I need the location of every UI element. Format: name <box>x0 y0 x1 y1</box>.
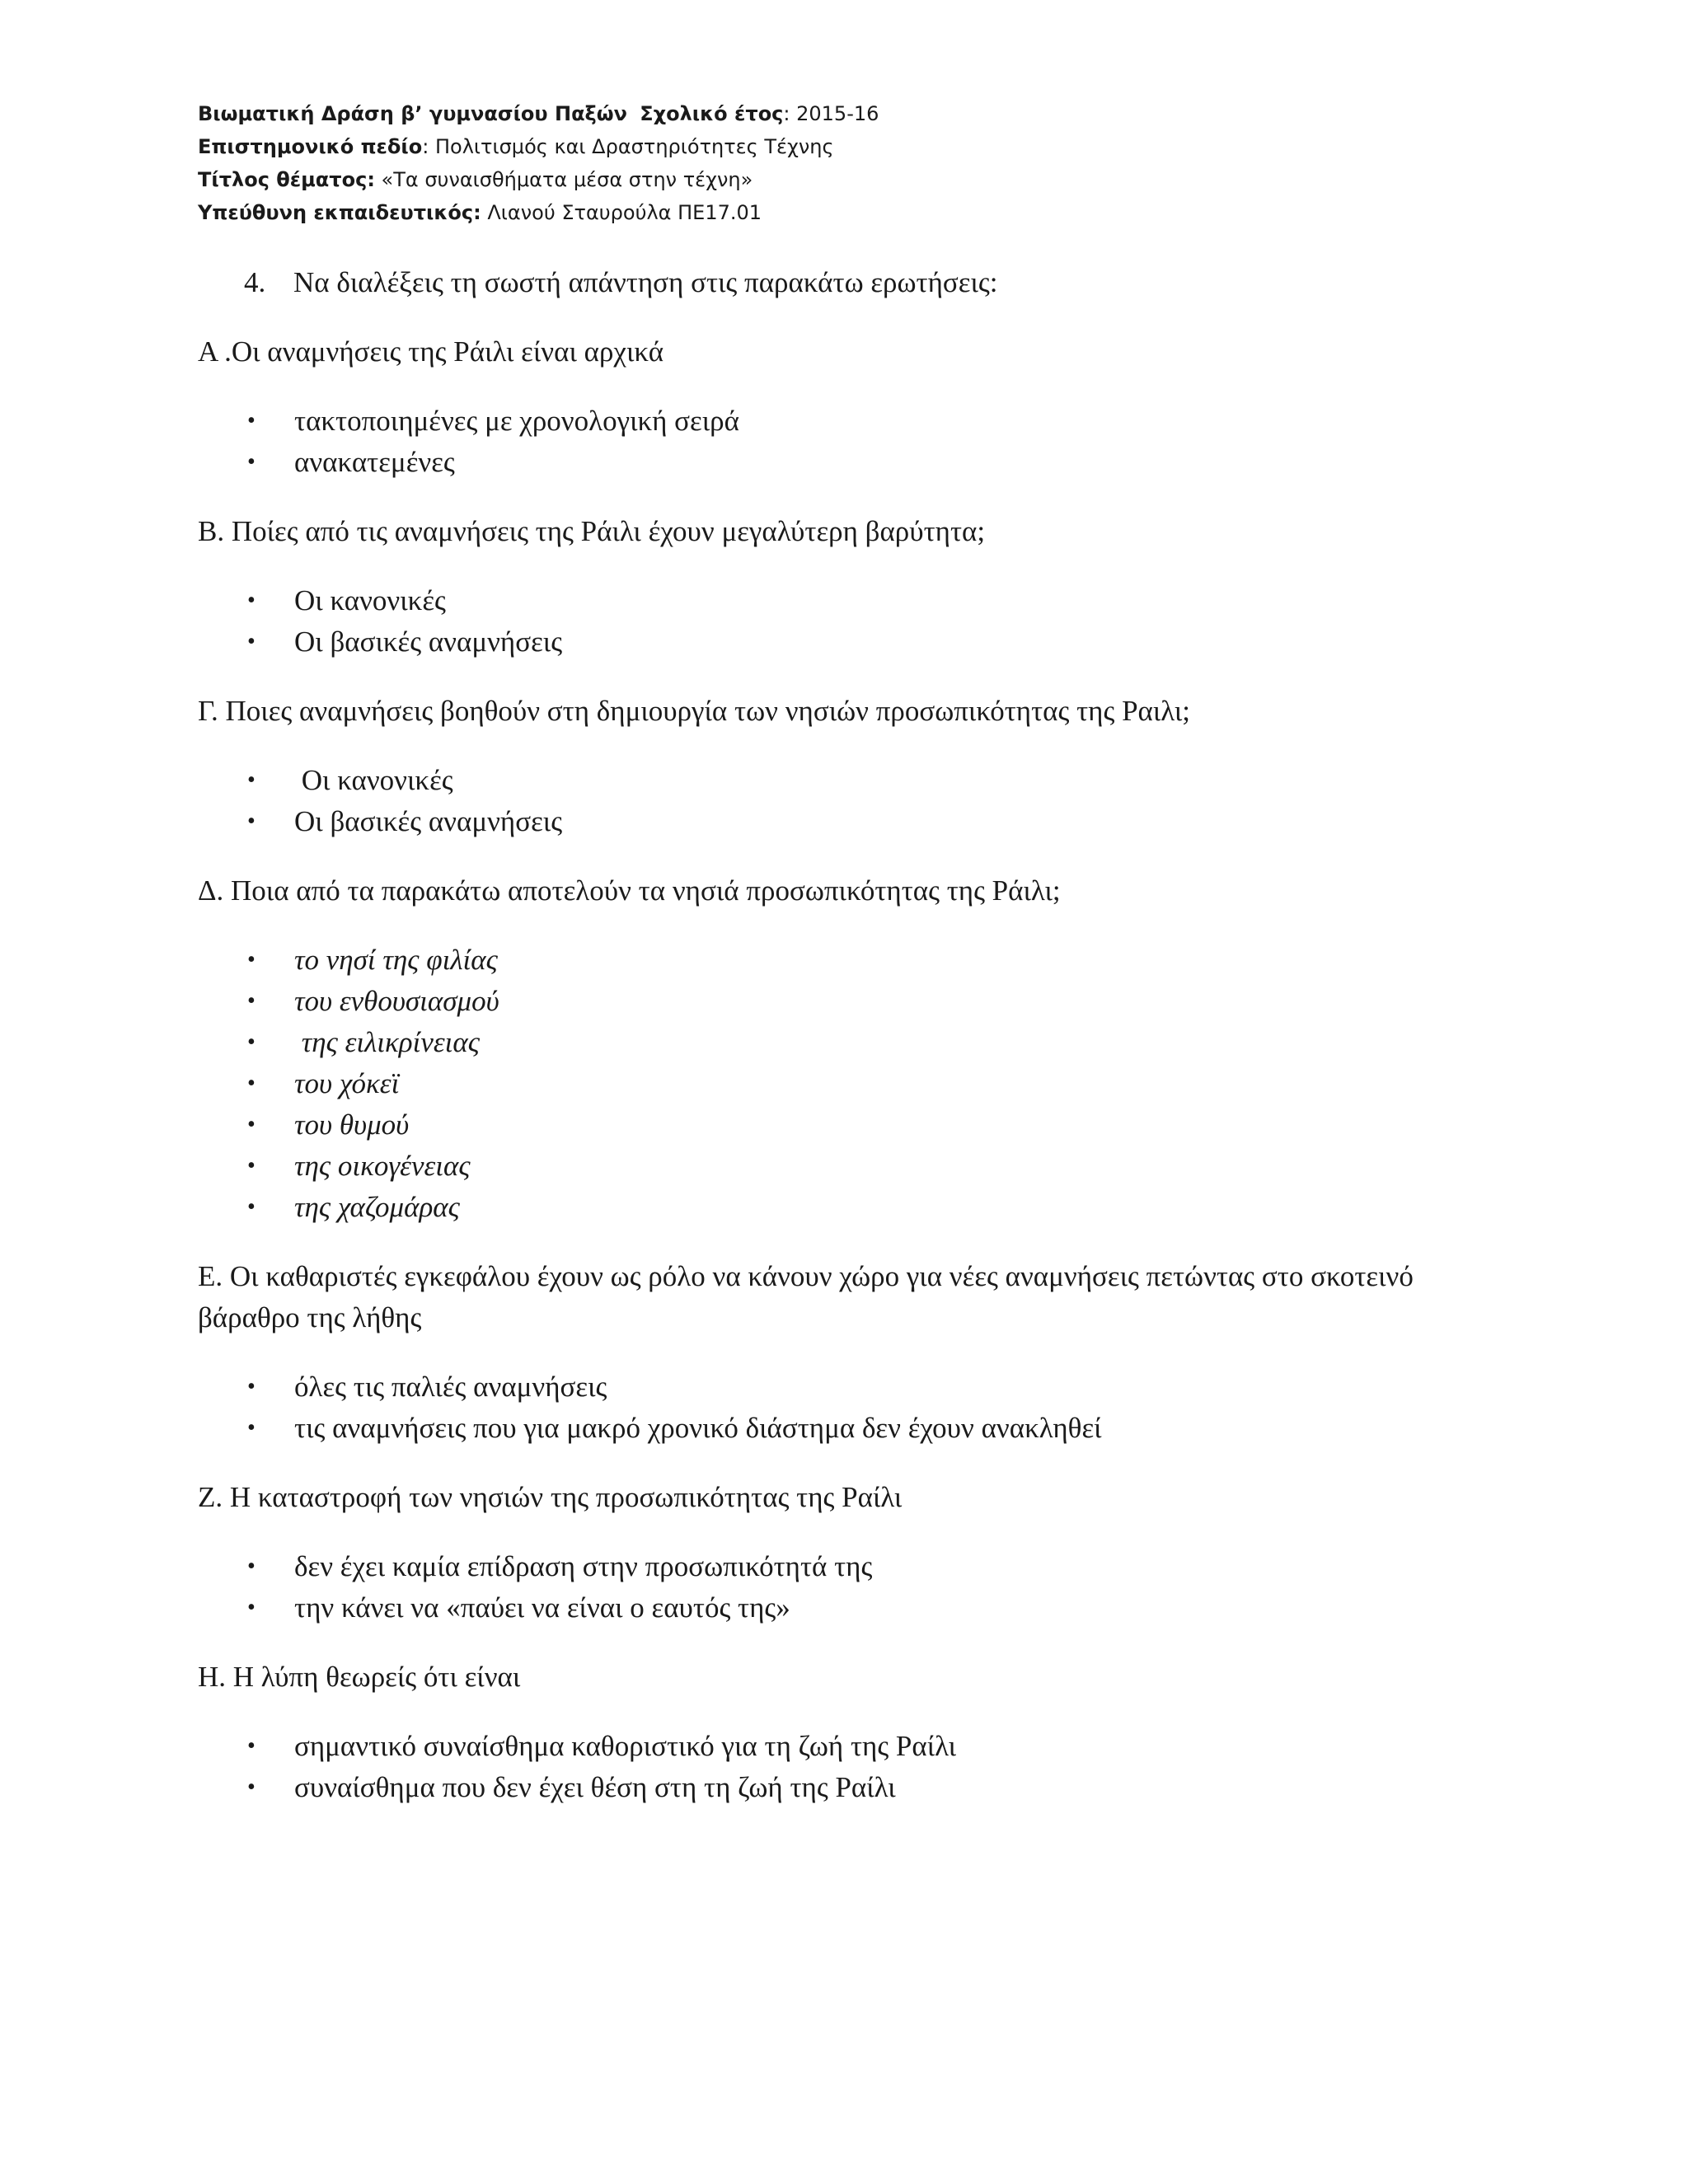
option-item <box>198 1146 1517 1187</box>
bullet-icon: • <box>247 1374 256 1399</box>
option-text: το νησί της φιλίας <box>294 944 498 976</box>
option-text: δεν έχει καμία επίδραση στην προσωπικότητά της <box>294 1550 873 1582</box>
question-g: Η. Η λύπη θεωρείς ότι είναι <box>198 1661 521 1693</box>
header-line-3 <box>198 163 879 196</box>
bullet-icon: • <box>247 588 256 613</box>
header-label: Επιστημονικό πεδίο <box>198 135 423 158</box>
option-item <box>198 1408 1517 1449</box>
option-text: σημαντικό συναίσθημα καθοριστικό για τη ζωή της Ραίλι <box>294 1730 957 1762</box>
option-text: Οι κανονικές <box>294 584 446 616</box>
option-item <box>198 1104 1517 1146</box>
header-label: Υπεύθυνη εκπαιδευτικός: <box>198 201 481 224</box>
option-item <box>198 1063 1517 1104</box>
option-item <box>198 1022 1517 1063</box>
option-item <box>198 801 1517 842</box>
bullet-icon: • <box>247 1595 256 1620</box>
option-text: Οι βασικές αναμνήσεις <box>294 626 563 658</box>
question-a: Α .Οι αναμνήσεις της Ράιλι είναι αρχικά <box>198 335 664 368</box>
question-f: Ζ. Η καταστροφή των νησιών της προσωπικότητας της Ραίλι <box>198 1481 903 1513</box>
document-header <box>198 97 879 229</box>
option-text: του χόκεϊ <box>294 1067 400 1099</box>
bullet-icon: • <box>247 629 256 654</box>
bullet-icon: • <box>247 408 256 434</box>
bullet-icon: • <box>247 947 256 972</box>
bullet-icon: • <box>247 1415 256 1441</box>
option-item <box>198 1366 1517 1408</box>
instruction-text: Να διαλέξεις τη σωστή απάντηση στις παρακάτω ερωτήσεις: <box>293 266 998 298</box>
option-item <box>198 940 1517 981</box>
header-label: Σχολικό έτος <box>640 102 784 125</box>
option-text: συναίσθημα που δεν έχει θέση στη τη ζωή της Ραίλι <box>294 1771 896 1803</box>
option-item <box>198 442 1517 483</box>
option-item <box>198 1187 1517 1228</box>
option-item <box>198 1726 1517 1767</box>
option-text: Οι βασικές αναμνήσεις <box>294 805 563 837</box>
option-text: την κάνει να «παύει να είναι ο εαυτός της» <box>294 1591 790 1624</box>
option-text: του θυμού <box>294 1108 410 1141</box>
header-label: Βιωματική Δράση β’ γυμνασίου Παξών <box>198 102 627 125</box>
header-value: : 2015-16 <box>783 102 879 125</box>
document-body <box>198 262 1517 1836</box>
bullet-icon: • <box>247 767 256 793</box>
question-b: Β. Ποίες από τις αναμνήσεις της Ράιλι έχουν μεγαλύτερη βαρύτητα; <box>198 515 986 547</box>
bullet-icon: • <box>247 1774 256 1800</box>
bullet-icon: • <box>247 1029 256 1055</box>
bullet-icon: • <box>247 1733 256 1759</box>
option-text: ανακατεμένες <box>294 446 455 478</box>
option-item <box>198 760 1517 801</box>
options-e <box>198 1366 1517 1449</box>
option-text: της χαζομάρας <box>294 1191 460 1223</box>
option-text: όλες τις παλιές αναμνήσεις <box>294 1371 607 1403</box>
header-value: «Τα συναισθήματα μέσα στην τέχνη» <box>374 168 753 191</box>
bullet-icon: • <box>247 1153 256 1179</box>
header-line-1 <box>198 97 879 130</box>
question-e: Ε. Οι καθαριστές εγκεφάλου έχουν ως ρόλο να κάνουν χώρο για νέες αναμνήσεις πετώντας στο σκοτεινό βάραθρο της λήθης <box>198 1260 1414 1333</box>
instruction-number: 4. <box>244 266 266 298</box>
option-text: τακτοποιημένες με χρονολογική σειρά <box>294 405 739 437</box>
option-text: του ενθουσιασμού <box>294 985 499 1017</box>
header-label: Τίτλος θέματος: <box>198 168 375 191</box>
bullet-icon: • <box>247 808 256 834</box>
option-text: της οικογένειας <box>294 1150 471 1182</box>
bullet-icon: • <box>247 1071 256 1096</box>
bullet-icon: • <box>247 988 256 1014</box>
option-item <box>198 580 1517 621</box>
options-f <box>198 1546 1517 1629</box>
option-item <box>198 981 1517 1022</box>
header-value: : Πολιτισμός και Δραστηριότητες Τέχνης <box>422 135 834 158</box>
option-item <box>198 621 1517 663</box>
header-line-2 <box>198 130 879 163</box>
header-value: Λιανού Σταυρούλα ΠΕ17.01 <box>481 201 762 224</box>
option-item <box>198 1546 1517 1587</box>
bullet-icon: • <box>247 1112 256 1137</box>
options-g <box>198 1726 1517 1808</box>
header-line-4 <box>198 196 879 229</box>
bullet-icon: • <box>247 1554 256 1579</box>
bullet-icon: • <box>247 1194 256 1220</box>
option-item <box>198 1587 1517 1629</box>
bullet-icon: • <box>247 449 256 475</box>
option-text: Οι κανονικές <box>294 764 453 796</box>
options-b <box>198 580 1517 663</box>
question-d: Δ. Ποια από τα παρακάτω αποτελούν τα νησιά προσωπικότητας της Ράιλι; <box>198 874 1061 907</box>
instruction <box>198 262 1517 303</box>
option-text: τις αναμνήσεις που για μακρό χρονικό διάστημα δεν έχουν ανακληθεί <box>294 1412 1102 1444</box>
options-c <box>198 760 1517 842</box>
option-item <box>198 1767 1517 1808</box>
option-text: της ειλικρίνειας <box>294 1026 480 1058</box>
options-d <box>198 940 1517 1228</box>
option-item <box>198 401 1517 442</box>
question-c: Γ. Ποιες αναμνήσεις βοηθούν στη δημιουργία των νησιών προσωπικότητας της Ραιλι; <box>198 695 1190 727</box>
options-a <box>198 401 1517 483</box>
